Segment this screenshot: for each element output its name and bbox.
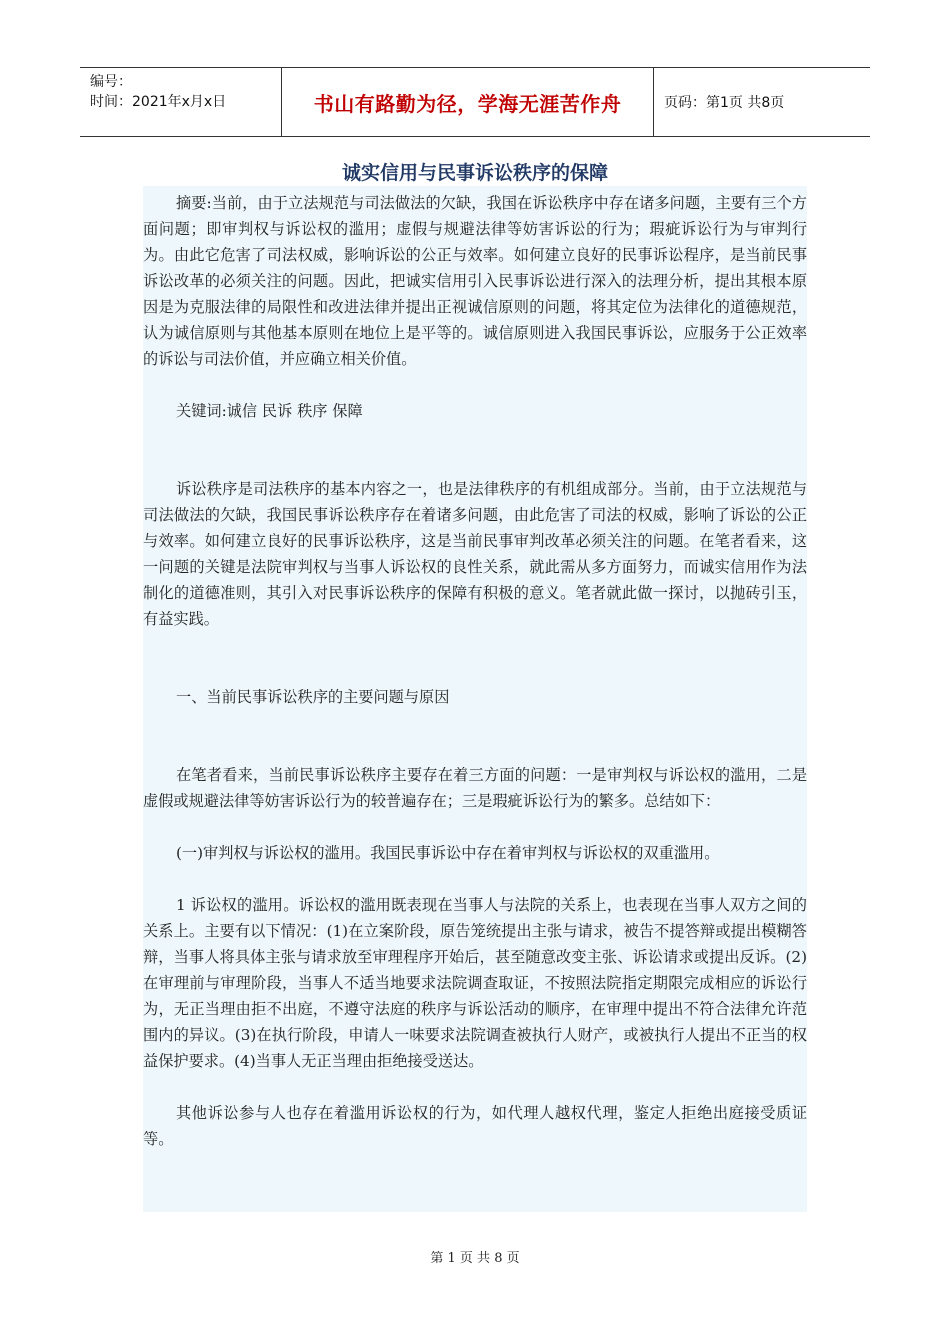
subsection-paragraph: (一)审判权与诉讼权的滥用。我国民事诉讼中存在着审判权与诉讼权的双重滥用。 — [176, 844, 720, 862]
page-footer: 第 1 页 共 8 页 — [430, 1251, 520, 1266]
header-meta — [80, 68, 282, 136]
header-page-info: 页码：第1页 共8页 — [664, 95, 785, 111]
document-header — [80, 67, 870, 137]
body-paragraph: 在笔者看来，当前民事诉讼秩序主要存在着三方面的问题：一是审判权与诉讼权的滥用，二是虚假或规避法律等妨害诉讼行为的较普遍存在；三是瑕疵诉讼行为的繁多。总结如下： — [143, 766, 807, 810]
serial-number-label: 编号： — [90, 74, 132, 90]
time-label: 时间：2021年x月x日 — [90, 94, 227, 110]
intro-paragraph: 诉讼秩序是司法秩序的基本内容之一，也是法律秩序的有机组成部分。当前，由于立法规范与司法做法的欠缺，我国民事诉讼秩序存在着诸多问题，由此危害了司法的权威，影响了诉讼的公正与效率。如何建立良好的民事诉讼秩序，这是当前民事审判改革必须关注的问题。在笔者看来，这一问题的关键是法院审判权与当事人诉讼权的良性关系，就此需从多方面努力，而诚实信用作为法制化的道德准则，其引入对民事诉讼秩序的保障有积极的意义。笔者就此做一探讨，以抛砖引玉，有益实践。 — [143, 480, 807, 628]
body-paragraph: 其他诉讼参与人也存在着滥用诉讼权的行为，如代理人越权代理，鉴定人拒绝出庭接受质证等。 — [143, 1104, 807, 1148]
header-motto: 书山有路勤为径，学海无涯苦作舟 — [282, 68, 654, 136]
abstract-paragraph: 摘要:当前，由于立法规范与司法做法的欠缺，我国在诉讼秩序中存在诸多问题，主要有三个方面问题；即审判权与诉讼权的滥用；虚假与规避法律等妨害诉讼的行为；瑕疵诉讼行为与审判行为。由此它危害了司法权威，影响诉讼的公正与效率。如何建立良好的民事诉讼程序，是当前民事诉讼改革的必须关注的问题。因此，把诚实信用引入民事诉讼进行深入的法理分析，提出其根本原因是为克服法律的局限性和改进法律并提出正视诚信原则的问题，将其定位为法律化的道德规范，认为诚信原则与其他基本原则在地位上是平等的。诚信原则进入我国民事诉讼，应服务于公正效率的诉讼与司法价值，并应确立相关价值。 — [143, 194, 807, 368]
body-paragraph: 1 诉讼权的滥用。诉讼权的滥用既表现在当事人与法院的关系上，也表现在当事人双方之间的关系上。主要有以下情况：(1)在立案阶段，原告笼统提出主张与请求，被告不提答辩或提出模糊答辩，当事人将具体主张与请求放至审理程序开始后，甚至随意改变主张、诉讼请求或提出反诉。(2)在审理前与审理阶段，当事人不适当地要求法院调查取证，不按照法院指定期限完成相应的诉讼行为，无正当理由拒不出庭，不遵守法庭的秩序与诉讼活动的顺序，在审理中提出不符合法律允许范围内的异议。(3)在执行阶段，申请人一味要求法院调查被执行人财产，或被执行人提出不正当的权益保护要求。(4)当事人无正当理由拒绝接受送达。 — [143, 896, 807, 1070]
section-heading: 一、当前民事诉讼秩序的主要问题与原因 — [176, 688, 450, 706]
document-body — [143, 186, 807, 1212]
document-title: 诚实信用与民事诉讼秩序的保障 — [341, 162, 608, 184]
keywords-paragraph: 关键词:诚信 民诉 秩序 保障 — [176, 402, 363, 420]
